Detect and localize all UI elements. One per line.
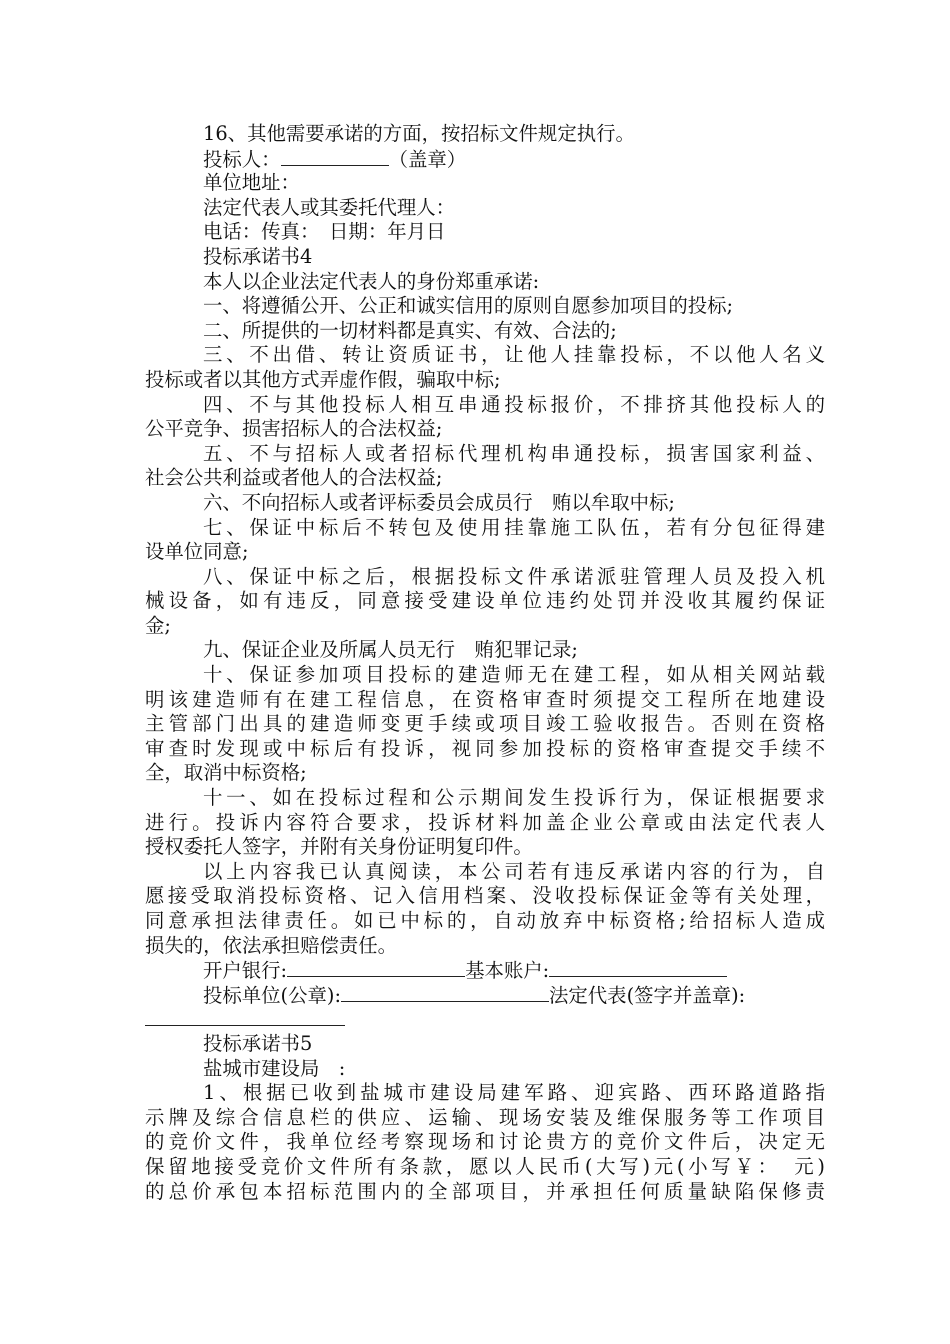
text-line (145, 835, 825, 860)
line-text: 六、不向招标人或者评标委员会成员行 贿以牟取中标; (203, 490, 675, 514)
text-line: 十一、如在投标过程和公示期间发生投诉行为，保证根据要求 (203, 786, 825, 810)
text-line (145, 638, 825, 663)
line-text: 授权委托人签字，并附有关身份证明复印件。 (145, 835, 533, 859)
signature-blank (145, 1007, 345, 1026)
text-line (145, 122, 825, 147)
text-line (145, 958, 825, 983)
text-line (145, 220, 825, 245)
text-line (145, 368, 825, 393)
line-text: 开户银行: (203, 959, 288, 983)
text-line: 的竞价文件，我单位经考察现场和讨论贵方的竞价文件后，决定无 (145, 1130, 825, 1154)
text-line: 进行。投诉内容符合要求，投诉材料加盖企业公章或由法定代表人 (145, 810, 825, 834)
text-line: 同意承担法律责任。如已中标的，自动放弃中标资格;给招标人造成 (145, 909, 825, 932)
line-text: 投标人： (203, 147, 281, 171)
text-line (145, 934, 825, 959)
line-text: 损失的，依法承担赔偿责任。 (145, 933, 398, 957)
text-line (145, 171, 825, 196)
text-line: 示牌及综合信息栏的供应、运输、现场安装及维保服务等工作项目 (145, 1105, 825, 1129)
text-line: 械设备，如有违反，同意接受建设单位违约处罚并没收其履约保证 (145, 589, 825, 613)
line-text: 投标承诺书5 (203, 1031, 313, 1055)
seal-blank (341, 983, 549, 1002)
document-page (145, 122, 825, 1204)
text-line: 十、保证参加项目投标的建造师无在建工程，如从相关网站载 (203, 663, 825, 687)
line-text: 投标承诺书4 (203, 244, 313, 268)
text-line: 五、不与招标人或者招标代理机构串通投标，损害国家利益、 (203, 441, 825, 465)
line-text: 电话：传真： 日期：年月日 (203, 220, 446, 244)
line-text: 盐城市建设局 : (203, 1056, 346, 1080)
account-blank (549, 958, 727, 977)
text-line (145, 614, 825, 639)
line-text: 社会公共利益或者他人的合法权益; (145, 466, 443, 490)
section-title (145, 245, 825, 270)
line-text: 九、保证企业及所属人员无行 贿犯罪记录; (203, 638, 578, 662)
line-text: 投标或者以其他方式弄虚作假，骗取中标; (145, 367, 501, 391)
line-text: 投标单位(公章): (203, 983, 342, 1007)
line-text: 法定代表人或其委托代理人： (203, 195, 456, 219)
text-line: 以上内容我已认真阅读，本公司若有违反承诺内容的行为，自 (203, 859, 825, 883)
text-line (145, 1007, 825, 1032)
text-line: 八、保证中标之后，根据投标文件承诺派驻管理人员及投入机 (203, 564, 825, 588)
section-title (145, 1032, 825, 1057)
line-text: 一、将遵循公开、公正和诚实信用的原则自愿参加项目的投标; (203, 294, 734, 318)
signature-blank (281, 147, 389, 166)
text-line (145, 983, 825, 1008)
text-line (145, 466, 825, 491)
text-line (145, 1057, 825, 1082)
text-line: 明该建造师有在建工程信息，在资格审查时须提交工程所在地建设 (145, 687, 825, 711)
line-text: 设单位同意; (145, 540, 249, 564)
text-line: 1、根据已收到盐城市建设局建军路、迎宾路、西环路道路指 (203, 1081, 825, 1105)
text-line (145, 294, 825, 319)
text-line: 三、不出借、转让资质证书，让他人挂靠投标，不以他人名义 (203, 343, 825, 367)
text-line: 保留地接受竞价文件所有条款，愿以人民币(大写)元(小写￥： 元) (145, 1154, 825, 1178)
text-line (145, 761, 825, 786)
line-text: 金; (145, 613, 171, 637)
line-text: 公平竞争、损害招标人的合法权益; (145, 417, 443, 441)
text-line: 七、保证中标后不转包及使用挂靠施工队伍，若有分包征得建 (203, 515, 825, 539)
line-text: 全，取消中标资格; (145, 761, 307, 785)
bank-blank (287, 958, 465, 977)
text-line: 愿接受取消投标资格、记入信用档案、没收投标保证金等有关处理， (145, 884, 825, 908)
line-text: 二、所提供的一切材料都是真实、有效、合法的; (203, 318, 617, 342)
text-line (145, 417, 825, 442)
text-line (145, 147, 825, 172)
line-text: 基本账户: (465, 959, 550, 983)
text-line: 审查时发现或中标后有投诉，视同参加投标的资格审查提交手续不 (145, 736, 825, 760)
text-line (145, 196, 825, 221)
text-line (145, 319, 825, 344)
text-line (145, 270, 825, 295)
text-line (145, 540, 825, 565)
text-line: 四、不与其他投标人相互串通投标报价，不排挤其他投标人的 (203, 392, 825, 416)
line-text: （盖章） (388, 147, 467, 171)
line-text: 16、其他需要承诺的方面，按招标文件规定执行。 (203, 122, 635, 145)
text-line (145, 491, 825, 516)
text-line: 主管部门出具的建造师变更手续或项目竣工验收报告。否则在资格 (145, 712, 825, 736)
line-text: 本人以企业法定代表人的身份郑重承诺: (203, 269, 540, 293)
line-text: 法定代表(签字并盖章): (549, 983, 746, 1007)
text-line: 的总价承包本招标范围内的全部项目，并承担任何质量缺陷保修责 (145, 1179, 825, 1203)
line-text: 单位地址： (203, 171, 300, 195)
